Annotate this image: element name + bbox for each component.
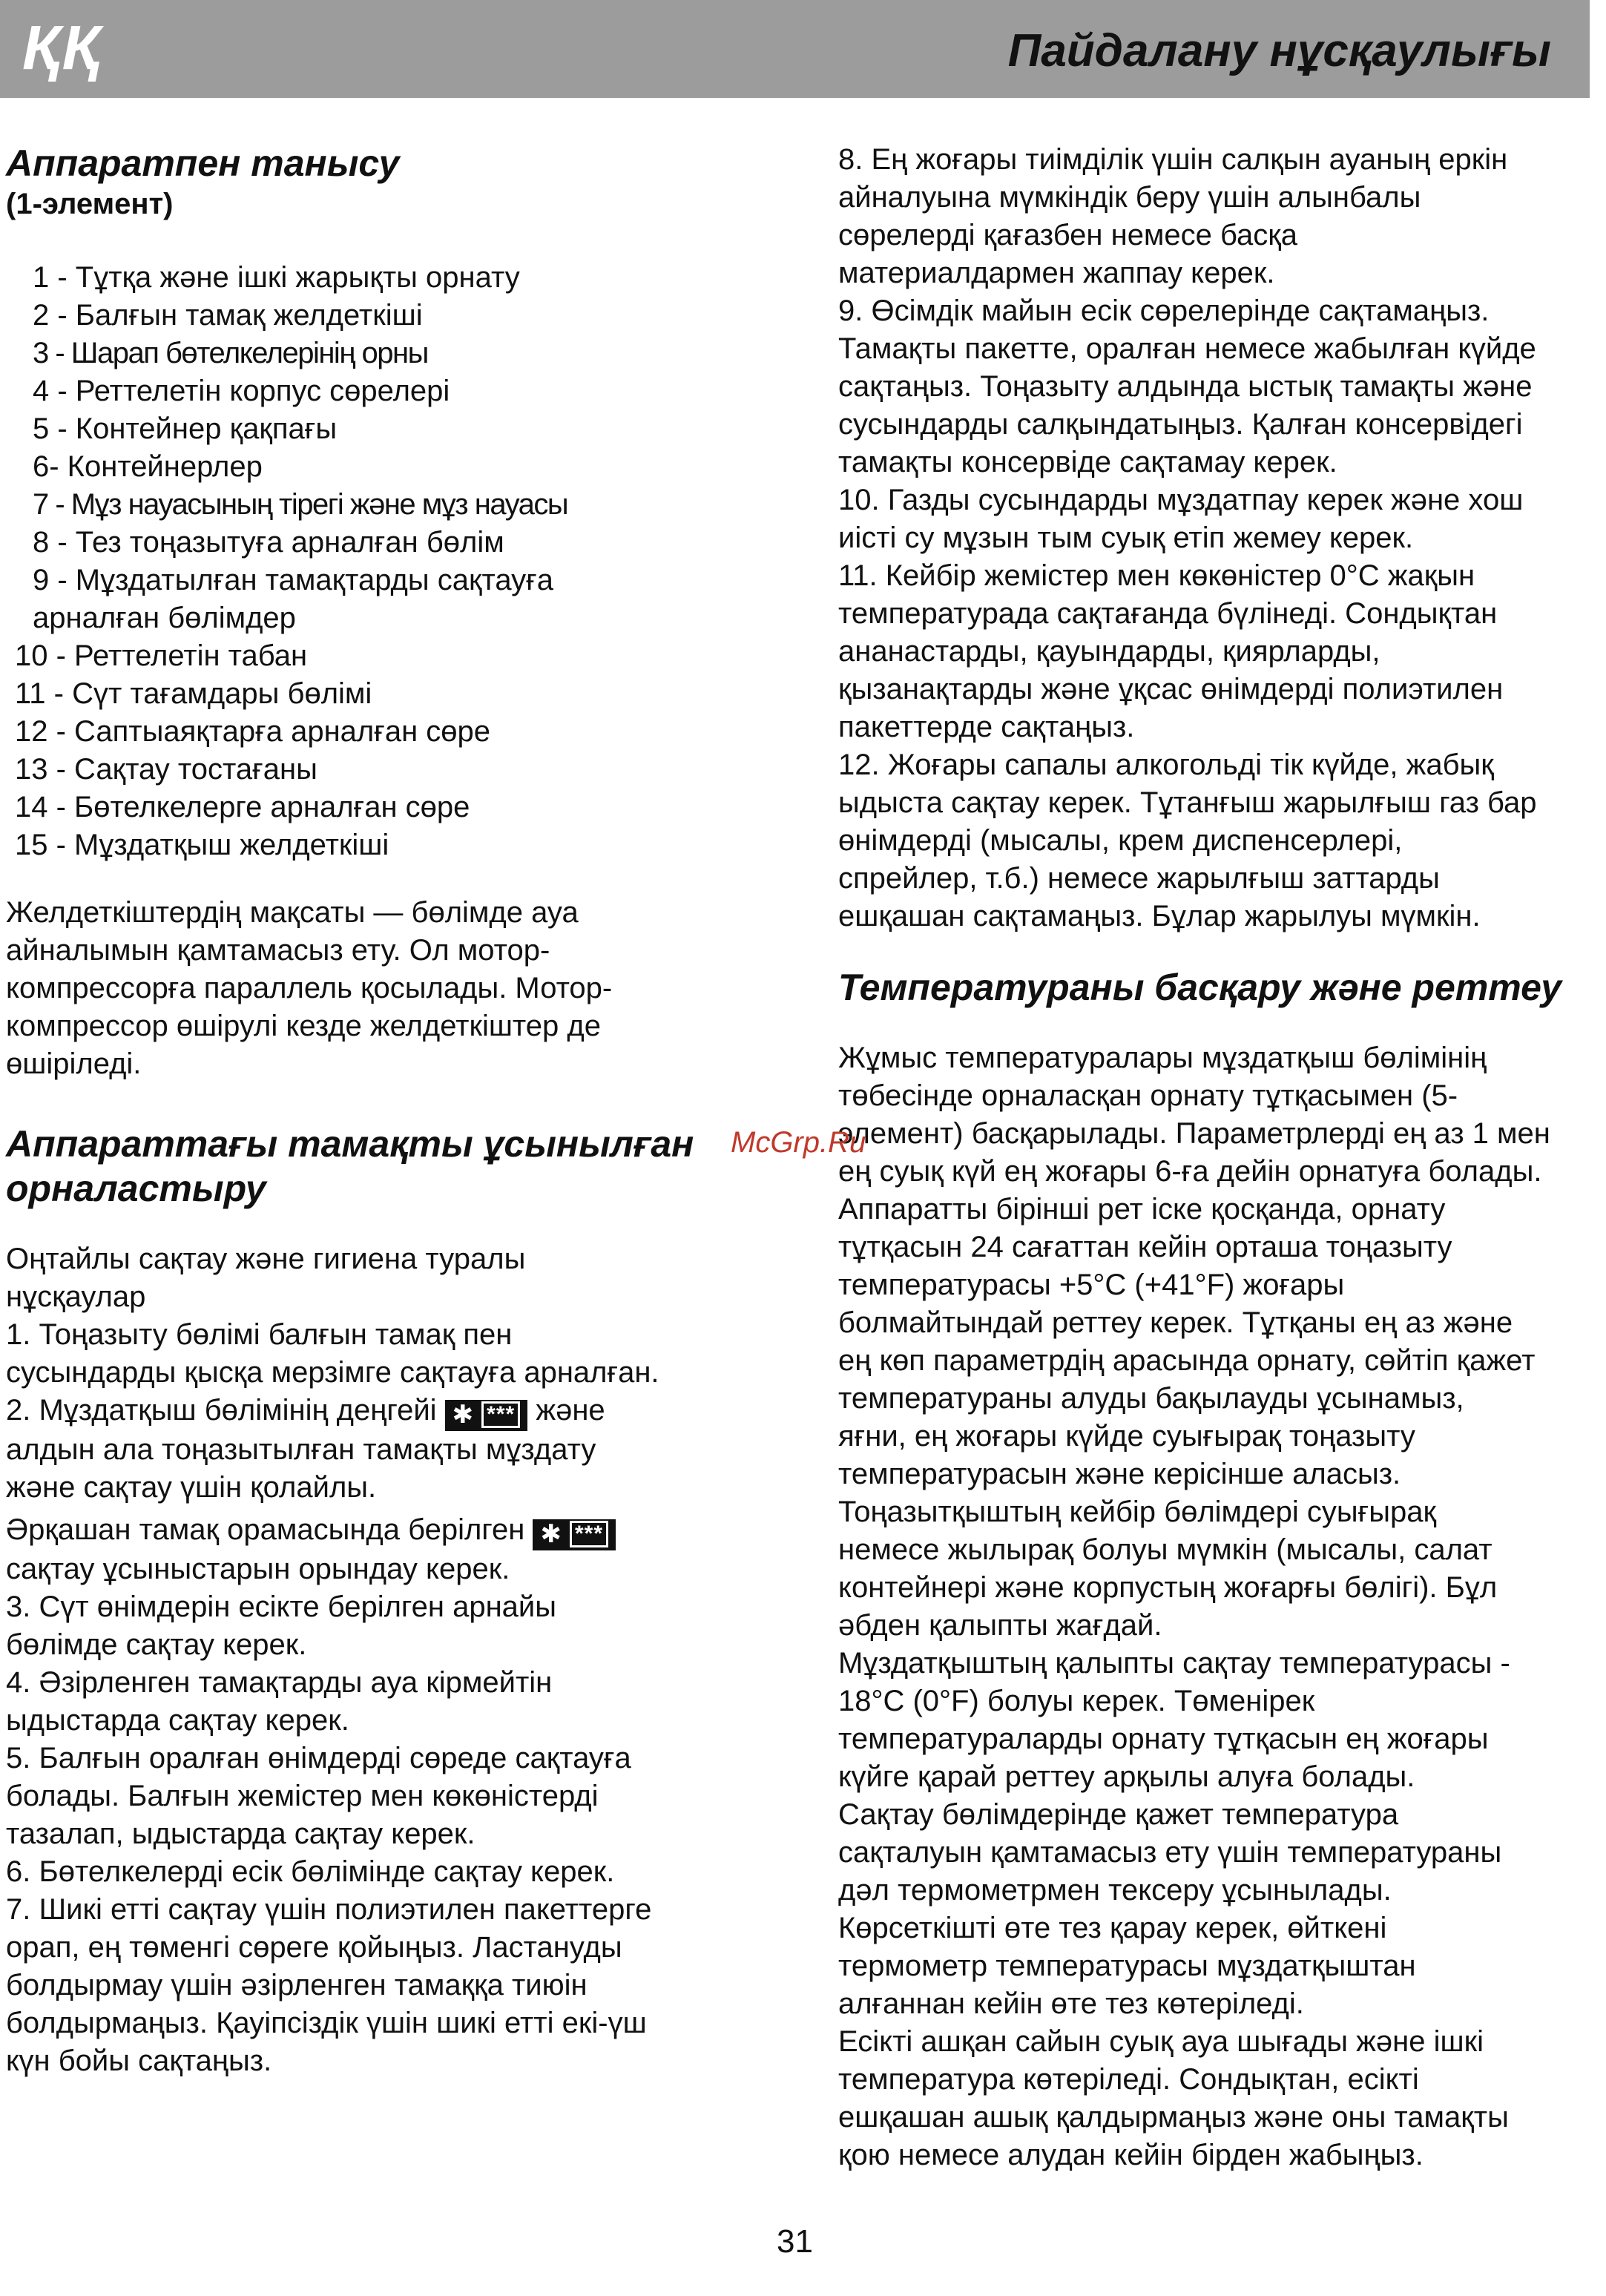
text-line: болдырмаңыз. Қауіпсіздік үшін шикі етті екі-үш: [6, 2007, 647, 2039]
text-line: қызанақтарды және ұқсас өнімдерді полиэтилен: [838, 673, 1504, 705]
storage-tips-paragraph: [838, 141, 1587, 935]
text-line: 6. Бөтелкелерді есік бөлімінде сақтау керек.: [6, 1855, 615, 1888]
text-line: 9. Өсімдік майын есік сөрелерінде сақтамаңыз.: [838, 295, 1490, 327]
page-header: [0, 0, 1590, 98]
always-line: [6, 1511, 748, 1550]
section-title-appliance: Аппаратпен танысу: [6, 142, 400, 184]
text-line: тазалап, ыдыстарда сақтау керек.: [6, 1818, 475, 1850]
text-line: ең суық күй ең жоғары 6-ға дейін орнатуға болады.: [838, 1155, 1542, 1188]
text-line: сусындарды қысқа мерзімге сақтауға арналған.: [6, 1356, 659, 1389]
text-line: Сақтау бөлімдерінде қажет температура: [838, 1798, 1399, 1831]
section-title-placement: [6, 1122, 748, 1211]
right-column: [838, 141, 1587, 2174]
text-line: Көрсеткішті өте тез қарау керек, өйткені: [838, 1912, 1387, 1944]
text-line: сақтау ұсыныстарын орындау керек.: [6, 1553, 510, 1585]
text-line: температура көтеріледі. Сондықтан, есікті: [838, 2063, 1419, 2096]
list-item: 6- Контейнерлер: [33, 450, 263, 483]
stars-icon: ***: [570, 1521, 608, 1547]
text-line: Есікті ашқан сайын суық ауа шығады және ішкі: [838, 2025, 1484, 2058]
text-line: температурасы +5°C (+41°F) жоғары: [838, 1269, 1345, 1301]
list-item: арналған бөлімдер: [33, 602, 296, 634]
text-fragment: 2. Мұздатқыш бөлімінің деңгейі: [6, 1394, 437, 1427]
text-line: пакеттерде сақтаңыз.: [838, 711, 1135, 743]
text-line: термометр температурасы мұздатқыштан: [838, 1950, 1416, 1982]
text-line: ең көп параметрдің арасында орнату, сөйтіп қажет: [838, 1344, 1536, 1377]
watermark: McGrp.Ru: [731, 1126, 866, 1159]
list-item: 5 - Контейнер қақпағы: [33, 412, 338, 445]
text-line: 10. Газды сусындарды мұздатпау керек және хош: [838, 484, 1524, 516]
text-line: Аппаратты бірінші рет іске қосқанда, орнату: [838, 1193, 1446, 1226]
freezer-star-rating-icon: [533, 1519, 616, 1550]
text-line: айналымын қамтамасыз ету. Ол мотор-: [6, 934, 550, 967]
text-line: яғни, ең жоғары күйде суығырақ тоңазыту: [838, 1420, 1415, 1453]
list-item: 3 - Шарап бөтелкелерінің орны: [33, 337, 428, 369]
list-item: 1 - Тұтқа және ішкі жарықты орнату: [33, 261, 520, 294]
text-line: қою немесе алудан кейін бірден жабыңыз.: [838, 2139, 1424, 2171]
text-line: Тоңазытқыштың кейбір бөлімдері суығырақ: [838, 1496, 1436, 1528]
text-line: ешқашан ашық қалдырмаңыз және оны тамақты: [838, 2101, 1509, 2134]
text-line: болдырмау үшін әзірленген тамаққа тиюін: [6, 1969, 588, 2001]
text-line: бөлімде сақтау керек.: [6, 1628, 307, 1661]
text-line: материалдармен жаппау керек.: [838, 257, 1275, 289]
list-item: 10 - Реттелетін табан: [15, 639, 308, 672]
text-line: температураларды орнату тұтқасын ең жоғары: [838, 1723, 1489, 1755]
text-line: 8. Ең жоғары тиімділік үшін салқын ауаның еркін: [838, 143, 1508, 176]
freezer-level-line: [6, 1392, 748, 1431]
list-item: 15 - Мұздатқыш желдеткіші: [15, 829, 389, 861]
fans-paragraph: [6, 894, 748, 1083]
text-line: 18°C (0°F) болуы керек. Төменірек: [838, 1685, 1315, 1717]
text-line: Тамақты пакетте, оралған немесе жабылған күйде: [838, 332, 1536, 365]
text-line: Оңтайлы сақтау және гигиена туралы: [6, 1243, 526, 1275]
text-line: спрейлер, т.б.) немесе жарылғыш заттарды: [838, 862, 1440, 895]
storage-paragraph: [6, 1240, 748, 2080]
text-line: 1. Тоңазыту бөлімі балғын тамақ пен: [6, 1318, 513, 1351]
text-line: Жұмыс температуралары мұздатқыш бөлімінің: [838, 1042, 1487, 1074]
text-line: болады. Балғын жемістер мен көкөністерді: [6, 1780, 599, 1812]
list-item: 9 - Мұздатылған тамақтарды сақтауға: [33, 564, 553, 596]
text-line: Мұздатқыштың қалыпты сақтау температурасы -: [838, 1647, 1510, 1680]
text-line: болмайтындай реттеу керек. Тұтқаны ең аз және: [838, 1306, 1513, 1339]
language-code: ҚҚ: [22, 13, 102, 82]
list-item: 4 - Реттелетін корпус сөрелері: [33, 375, 450, 407]
text-line: температурасын және керісінше аласыз.: [838, 1458, 1401, 1490]
text-line: төбесінде орналасқан орнату тұтқасымен (5-: [838, 1079, 1458, 1112]
text-line: ешқашан сақтамаңыз. Бұлар жарылуы мүмкін.: [838, 900, 1481, 932]
section-title-temperature: Температураны басқару және реттеу: [838, 967, 1562, 1008]
snowflake-icon: ✱: [540, 1520, 562, 1548]
snowflake-icon: ✱: [452, 1401, 475, 1429]
text-fragment: Әрқашан тамақ орамасында берілген: [6, 1513, 525, 1546]
text-line: температурада сақтағанда бүлінеді. Сондықтан: [838, 597, 1498, 630]
text-line: күн бойы сақтаңыз.: [6, 2045, 272, 2077]
list-item: 2 - Балғын тамақ желдеткіші: [33, 299, 423, 332]
text-line: сақтаңыз. Тоңазыту алдында ыстық тамақты және: [838, 370, 1533, 403]
list-item: 14 - Бөтелкелерге арналған сөре: [15, 791, 470, 823]
text-line: сақталуын қамтамасыз ету үшін температураны: [838, 1836, 1502, 1869]
list-item: 11 - Сүт тағамдары бөлімі: [15, 677, 372, 710]
list-item: 12 - Саптыаяқтарға арналған сөре: [15, 715, 491, 748]
text-line: ананастарды, қауындарды, қиярларды,: [838, 635, 1380, 668]
text-line: ыдыстарда сақтау керек.: [6, 1704, 349, 1737]
temperature-paragraph: [838, 1039, 1587, 2174]
page-number: 31: [777, 2223, 813, 2260]
text-line: 7. Шикі етті сақтау үшін полиэтилен пакеттерге: [6, 1893, 652, 1926]
text-line: тамақты консервіде сақтамау керек.: [838, 446, 1337, 478]
text-line: нұсқаулар: [6, 1280, 146, 1313]
text-fragment: және: [536, 1394, 605, 1427]
title-line: Аппараттағы тамақты ұсынылған: [6, 1123, 694, 1165]
text-line: алдын ала тоңазытылған тамақты мұздату: [6, 1433, 596, 1466]
text-line: компрессор өшірулі кезде желдеткіштер де: [6, 1010, 601, 1042]
section-subtitle-element: (1-элемент): [6, 188, 174, 220]
text-line: элемент) басқарылады. Параметрлерді ең аз 1 мен: [838, 1117, 1550, 1150]
text-line: 12. Жоғары сапалы алкогольді тік күйде, жабық: [838, 749, 1494, 781]
title-line: орналастыру: [6, 1168, 266, 1209]
document-title: Пайдалану нұсқаулығы: [1007, 25, 1551, 76]
text-line: өнімдерді (мысалы, крем диспенсерлері,: [838, 824, 1403, 857]
text-line: иісті су мұзын тым суық етіп жемеу керек.: [838, 522, 1414, 554]
text-line: әбден қалыпты жағдай.: [838, 1609, 1162, 1642]
text-line: дәл термометрмен тексеру ұсынылады.: [838, 1874, 1392, 1907]
text-line: компрессорға параллель қосылады. Мотор-: [6, 972, 613, 1004]
text-line: Желдеткіштердің мақсаты — бөлімде ауа: [6, 896, 579, 929]
list-item: 8 - Тез тоңазытуға арналған бөлім: [33, 526, 504, 559]
text-line: контейнері және корпустың жоғарғы бөлігі). Бұл: [838, 1571, 1498, 1604]
freezer-star-rating-icon: [445, 1400, 528, 1431]
text-line: 4. Әзірленген тамақтарды ауа кірмейтін: [6, 1666, 553, 1699]
text-line: өшіріледі.: [6, 1047, 142, 1080]
text-line: 3. Сүт өнімдерін есікте берілген арнайы: [6, 1591, 557, 1623]
text-line: күйге қарай реттеу арқылы алуға болады.: [838, 1760, 1415, 1793]
text-line: алғаннан кейін өте тез көтеріледі.: [838, 1987, 1304, 2020]
text-line: ыдыста сақтау керек. Тұтанғыш жарылғыш газ бар: [838, 786, 1537, 819]
text-line: сөрелерді қағазбен немесе басқа: [838, 219, 1298, 251]
text-line: 11. Кейбір жемістер мен көкөністер 0°C жақын: [838, 559, 1475, 592]
text-line: айналуына мүмкіндік беру үшін алынбалы: [838, 181, 1421, 214]
stars-icon: ***: [481, 1401, 520, 1428]
text-line: 5. Балғын оралған өнімдерді сөреде сақтауға: [6, 1742, 631, 1774]
text-line: және сақтау үшін қолайлы.: [6, 1471, 377, 1504]
text-line: сусындарды салқындатыңыз. Қалған консервідегі: [838, 408, 1523, 441]
text-line: тұтқасын 24 сағаттан кейін орташа тоңазыту: [838, 1231, 1452, 1263]
parts-list: [6, 259, 748, 864]
text-line: орап, ең төменгі сөреге қойыңыз. Ластануды: [6, 1931, 622, 1964]
text-line: немесе жылырақ болуы мүмкін (мысалы, салат: [838, 1533, 1493, 1566]
list-item: 7 - Мұз науасының тірегі және мұз науасы: [33, 488, 568, 521]
left-column: [6, 141, 748, 2080]
list-item: 13 - Сақтау тостағаны: [15, 753, 317, 786]
text-line: температураны алуды бақылауды ұсынамыз,: [838, 1382, 1464, 1415]
